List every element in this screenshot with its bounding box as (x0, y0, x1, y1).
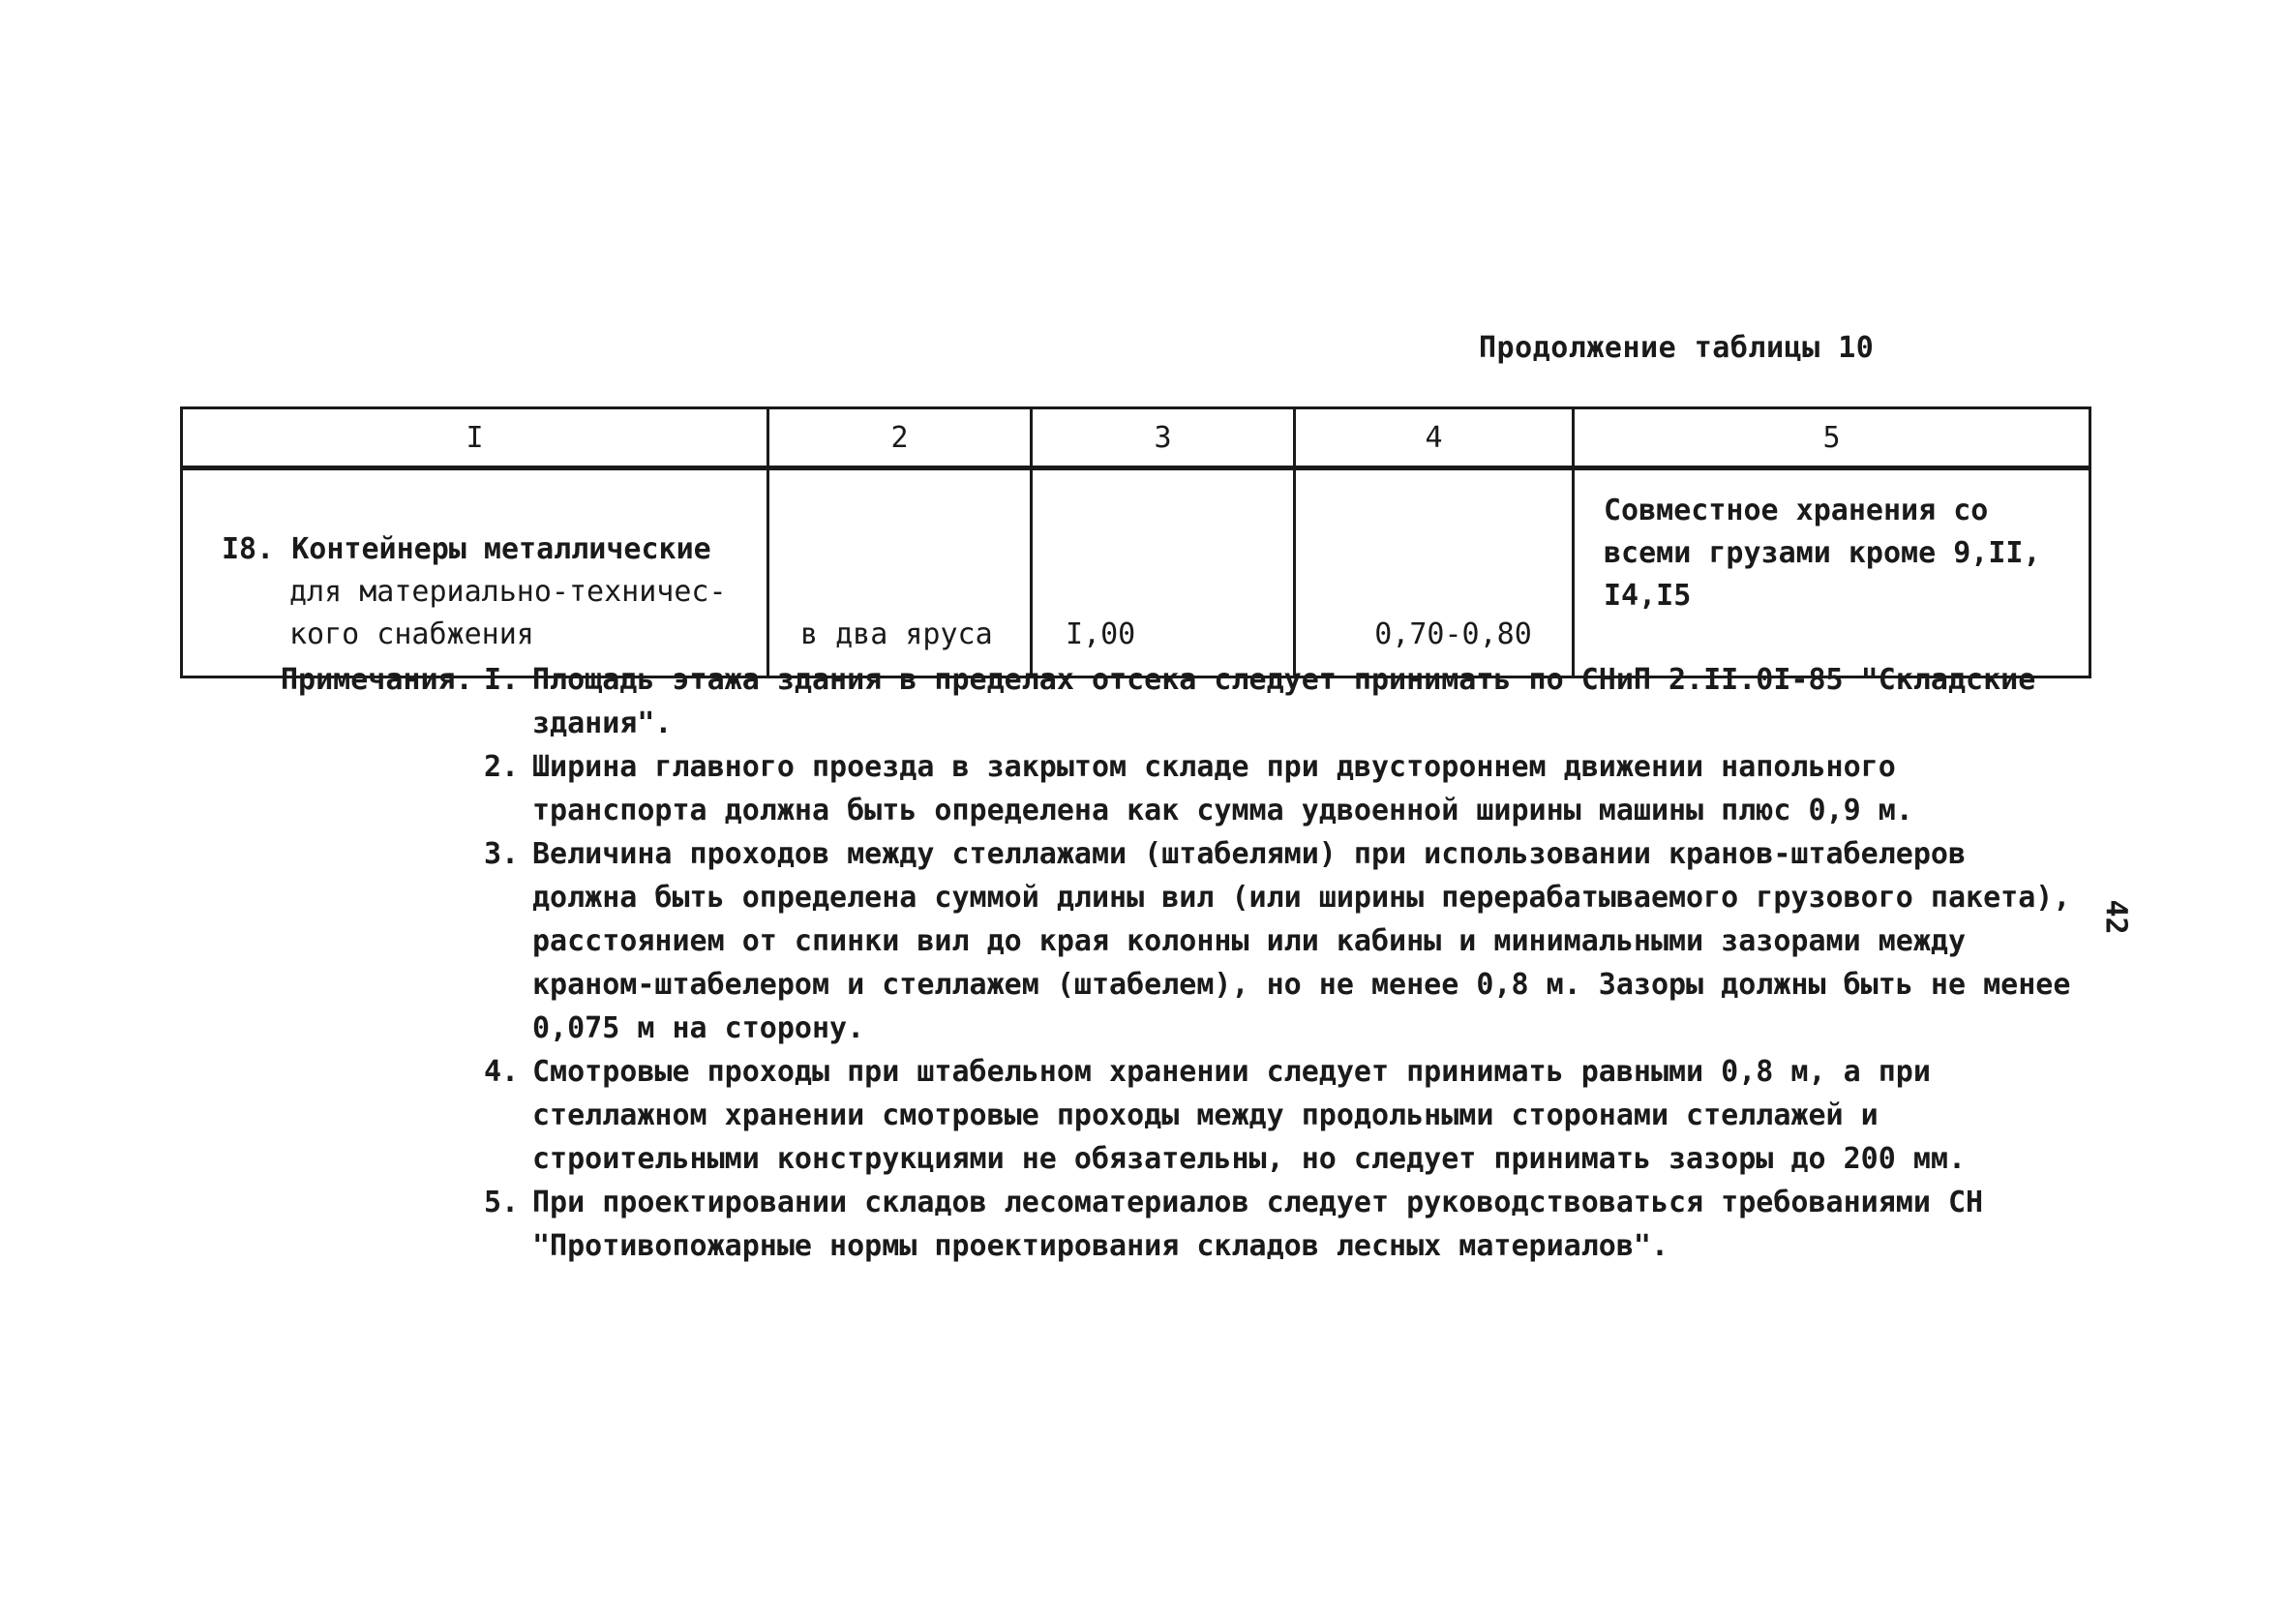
column-header-2: 2 (768, 408, 1032, 468)
item-name-line1: Контейнеры металлические (291, 532, 711, 566)
note-text: При проектировании складов лесоматериалов следует руководствоваться требованиями СН "Противопожарные нормы проектирования складов лесных материалов". (532, 1186, 1984, 1263)
cell-remarks (1574, 468, 2090, 677)
note-item-5 (281, 1181, 2081, 1268)
table-header-row (182, 408, 2090, 468)
table-row (182, 468, 2090, 677)
data-table (180, 406, 2091, 678)
item-name-first-line (222, 528, 767, 571)
note-text: Величина проходов между стеллажами (штабелями) при использовании кранов-штабелеров должна быть определена суммой длины вил (или ширины перерабатываемого грузового пакета), расстоянием от спинки вил до края колонны или кабины и минимальными зазорами между краном-штабелером и стеллажем (штабелем), но не менее 0,8 м. Зазоры должны быть не менее 0,075 м на сторону. (532, 837, 2071, 1045)
notes-heading: Примечания. (281, 663, 473, 697)
note-number: 2. (484, 750, 520, 784)
remarks-line2: всеми грузами кроме 9,II, (1604, 536, 2041, 570)
column-header-4: 4 (1295, 408, 1574, 468)
note-text: Смотровые проходы при штабельном хранении следует принимать равными 0,8 м, а при стеллажном хранении смотровые проходы между продольными сторонами стеллажей и строительными конструкциями не обязательны, но следует принимать зазоры до 200 мм. (532, 1055, 1967, 1176)
column-header-1: I (182, 408, 768, 468)
cell-value-3: I,00 (1032, 468, 1295, 677)
note-item-3 (281, 832, 2081, 1050)
item-name-line3: кого снабжения (289, 617, 534, 651)
note-number: 4. (484, 1055, 520, 1089)
cell-item-name (182, 468, 768, 677)
note-number: 3. (484, 837, 520, 871)
remarks-line3: I4,I5 (1604, 579, 1692, 613)
note-item-2 (281, 745, 2081, 832)
column-header-3: 3 (1032, 408, 1295, 468)
note-text: Площадь этажа здания в пределах отсека следует принимать по СНиП 2.II.0I-85 "Складские здания". (532, 663, 2036, 740)
note-text: Ширина главного проезда в закрытом складе при двустороннем движении напольного транспорта должна быть определена как сумма удвоенной ширины машины плюс 0,9 м. (532, 750, 1913, 827)
note-number: 5. (484, 1186, 520, 1219)
column-header-5: 5 (1574, 408, 2090, 468)
remarks-line1: Совместное хранения со (1604, 494, 1989, 527)
notes-section (281, 658, 2081, 1268)
note-item-4 (281, 1050, 2081, 1181)
item-number: I8. (222, 532, 275, 566)
cell-storage-method: в два яруса (768, 468, 1032, 677)
note-item-1 (281, 658, 2081, 745)
note-number: I. (484, 663, 520, 697)
page-number: 42 (2098, 899, 2133, 935)
cell-value-4: 0,70-0,80 (1295, 468, 1574, 677)
item-name-line2: для материально-техничес- (289, 575, 727, 609)
table-caption: Продолжение таблицы 10 (1479, 331, 1875, 365)
